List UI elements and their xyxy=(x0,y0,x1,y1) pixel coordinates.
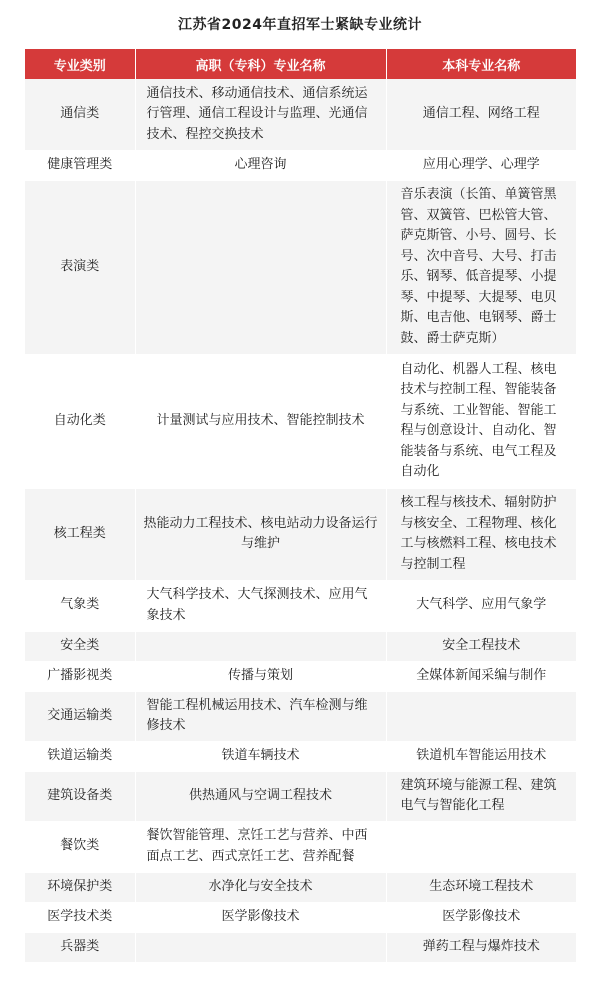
table-header-row xyxy=(25,49,576,79)
vocational-cell: 心理咨询 xyxy=(135,150,386,180)
category-cell: 通信类 xyxy=(25,79,135,150)
vocational-cell xyxy=(135,180,386,354)
undergrad-cell: 生态环境工程技术 xyxy=(386,872,576,902)
table-row xyxy=(25,872,576,902)
table-row xyxy=(25,741,576,771)
vocational-cell xyxy=(135,631,386,661)
vocational-cell: 大气科学技术、大气探测技术、应用气象技术 xyxy=(135,580,386,631)
majors-table xyxy=(25,49,576,963)
undergrad-cell: 建筑环境与能源工程、建筑电气与智能化工程 xyxy=(386,771,576,821)
undergrad-cell: 全媒体新闻采编与制作 xyxy=(386,661,576,691)
undergrad-cell: 大气科学、应用气象学 xyxy=(386,580,576,631)
table-row xyxy=(25,932,576,962)
table-row xyxy=(25,580,576,631)
category-cell: 气象类 xyxy=(25,580,135,631)
vocational-cell: 铁道车辆技术 xyxy=(135,741,386,771)
category-cell: 环境保护类 xyxy=(25,872,135,902)
vocational-cell: 供热通风与空调工程技术 xyxy=(135,771,386,821)
category-cell: 铁道运输类 xyxy=(25,741,135,771)
undergrad-cell: 应用心理学、心理学 xyxy=(386,150,576,180)
table-row xyxy=(25,488,576,580)
table-row xyxy=(25,821,576,872)
vocational-cell: 医学影像技术 xyxy=(135,902,386,932)
vocational-cell: 传播与策划 xyxy=(135,661,386,691)
vocational-cell: 计量测试与应用技术、智能控制技术 xyxy=(135,354,386,488)
table-row xyxy=(25,771,576,821)
vocational-cell: 餐饮智能管理、烹饪工艺与营养、中西面点工艺、西式烹饪工艺、营养配餐 xyxy=(135,821,386,872)
category-cell: 建筑设备类 xyxy=(25,771,135,821)
undergrad-cell xyxy=(386,691,576,741)
undergrad-cell: 安全工程技术 xyxy=(386,631,576,661)
category-cell: 自动化类 xyxy=(25,354,135,488)
category-cell: 健康管理类 xyxy=(25,150,135,180)
category-cell: 核工程类 xyxy=(25,488,135,580)
table-row xyxy=(25,631,576,661)
header-vocational: 高职（专科）专业名称 xyxy=(135,49,386,79)
category-cell: 交通运输类 xyxy=(25,691,135,741)
page-title: 江苏省2024年直招军士紧缺专业统计 xyxy=(178,17,422,33)
category-cell: 安全类 xyxy=(25,631,135,661)
category-cell: 餐饮类 xyxy=(25,821,135,872)
header-category: 专业类别 xyxy=(25,49,135,79)
vocational-cell: 热能动力工程技术、核电站动力设备运行与维护 xyxy=(135,488,386,580)
table-row xyxy=(25,79,576,150)
table-row xyxy=(25,661,576,691)
table-row xyxy=(25,691,576,741)
undergrad-cell: 医学影像技术 xyxy=(386,902,576,932)
undergrad-cell xyxy=(386,821,576,872)
table-row xyxy=(25,150,576,180)
undergrad-cell: 铁道机车智能运用技术 xyxy=(386,741,576,771)
vocational-cell: 智能工程机械运用技术、汽车检测与维修技术 xyxy=(135,691,386,741)
table-row xyxy=(25,180,576,354)
undergrad-cell: 自动化、机器人工程、核电技术与控制工程、智能装备与系统、工业智能、智能工程与创意设计、自动化、智能装备与系统、电气工程及自动化 xyxy=(386,354,576,488)
undergrad-cell: 核工程与核技术、辐射防护与核安全、工程物理、核化工与核燃料工程、核电技术与控制工程 xyxy=(386,488,576,580)
vocational-cell: 水净化与安全技术 xyxy=(135,872,386,902)
category-cell: 兵器类 xyxy=(25,932,135,962)
vocational-cell: 通信技术、移动通信技术、通信系统运行管理、通信工程设计与监理、光通信技术、程控交换技术 xyxy=(135,79,386,150)
table-row xyxy=(25,902,576,932)
category-cell: 表演类 xyxy=(25,180,135,354)
undergrad-cell: 弹药工程与爆炸技术 xyxy=(386,932,576,962)
category-cell: 医学技术类 xyxy=(25,902,135,932)
header-undergrad: 本科专业名称 xyxy=(386,49,576,79)
table-row xyxy=(25,354,576,488)
undergrad-cell: 通信工程、网络工程 xyxy=(386,79,576,150)
vocational-cell xyxy=(135,932,386,962)
category-cell: 广播影视类 xyxy=(25,661,135,691)
undergrad-cell: 音乐表演（长笛、单簧管黑管、双簧管、巴松管大管、萨克斯管、小号、圆号、长号、次中音号、大号、打击乐、钢琴、低音提琴、小提琴、中提琴、大提琴、电贝斯、电吉他、电钢琴、爵士鼓、爵士萨克斯） xyxy=(386,180,576,354)
